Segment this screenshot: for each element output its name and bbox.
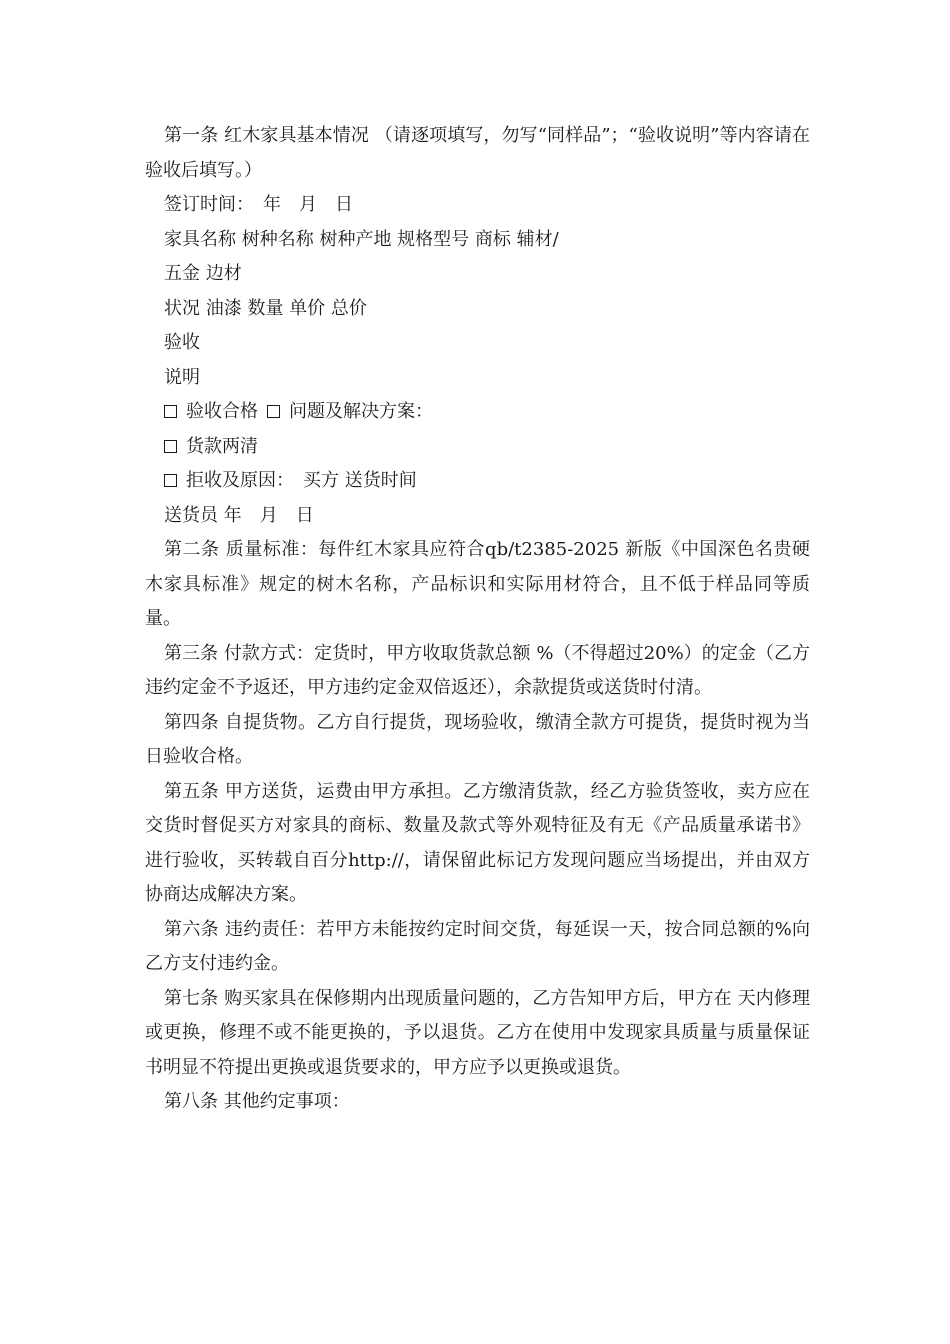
checkbox-paid[interactable] (164, 440, 177, 453)
option-reject-label: 拒收及原因： 买方 送货时间 (186, 470, 417, 491)
option-problem-label: 问题及解决方案： (289, 401, 433, 422)
article-4: 第四条 自提货物。乙方自行提货，现场验收，缴清全款方可提货，提货时视为当日验收合格。 (145, 711, 810, 767)
checkbox-qualified[interactable] (164, 405, 177, 418)
option-row-3 (145, 464, 810, 499)
table-header-line-3: 状况 油漆 数量 单价 总价 (164, 297, 367, 319)
article-7: 第七条 购买家具在保修期内出现质量问题的，乙方告知甲方后，甲方在 天内修理或更换，修理不或不能更换的，予以退货。乙方在使用中发现家具质量与质量保证书明显不符提出更换或退货要求的，甲方应予以更换或退货。 (145, 987, 810, 1078)
contract-page (145, 119, 810, 1120)
option-row-1 (145, 395, 810, 430)
sign-date: 签订时间： 年 月 日 (164, 194, 353, 215)
article-8: 第八条 其他约定事项： (164, 1091, 350, 1112)
table-header-line-1: 家具名称 树种名称 树种产地 规格型号 商标 辅材/ (164, 228, 559, 250)
option-paid-label: 货款两清 (186, 435, 258, 457)
article-2: 第二条 质量标准：每件红木家具应符合qb/t2385-2025 新版《中国深色名贵硬木家具标准》规定的树木名称，产品标识和实际用材符合，且不低于样品同等质量。 (145, 539, 810, 629)
checkbox-problem[interactable] (267, 405, 280, 418)
article-3: 第三条 付款方式：定货时，甲方收取货款总额 %（不得超过20%）的定金（乙方违约定金不予返还，甲方违约定金双倍返还），余款提货或送货时付清。 (145, 642, 810, 698)
acceptance-label-1: 验收 (164, 332, 200, 353)
article-1: 第一条 红木家具基本情况 （请逐项填写，勿写“同样品”；“验收说明”等内容请在验收后填写。） (145, 125, 810, 181)
article-5: 第五条 甲方送货，运费由甲方承担。乙方缴清货款，经乙方验货签收，卖方应在交货时督促买方对家具的商标、数量及款式等外观特征及有无《产品质量承诺书》进行验收，买转载自百分http://，请保留此标记方发现问题应当场提出，并由双方协商达成解决方案。 (145, 780, 810, 905)
checkbox-reject[interactable] (164, 474, 177, 487)
table-header-line-2: 五金 边材 (164, 263, 242, 284)
option-row-2 (145, 430, 810, 465)
article-6: 第六条 违约责任：若甲方未能按约定时间交货，每延误一天，按合同总额的%向乙方支付违约金。 (145, 918, 810, 974)
acceptance-label-2: 说明 (164, 366, 200, 388)
deliverer-line: 送货员 年 月 日 (164, 504, 314, 526)
option-qualified-label: 验收合格 (186, 401, 258, 422)
